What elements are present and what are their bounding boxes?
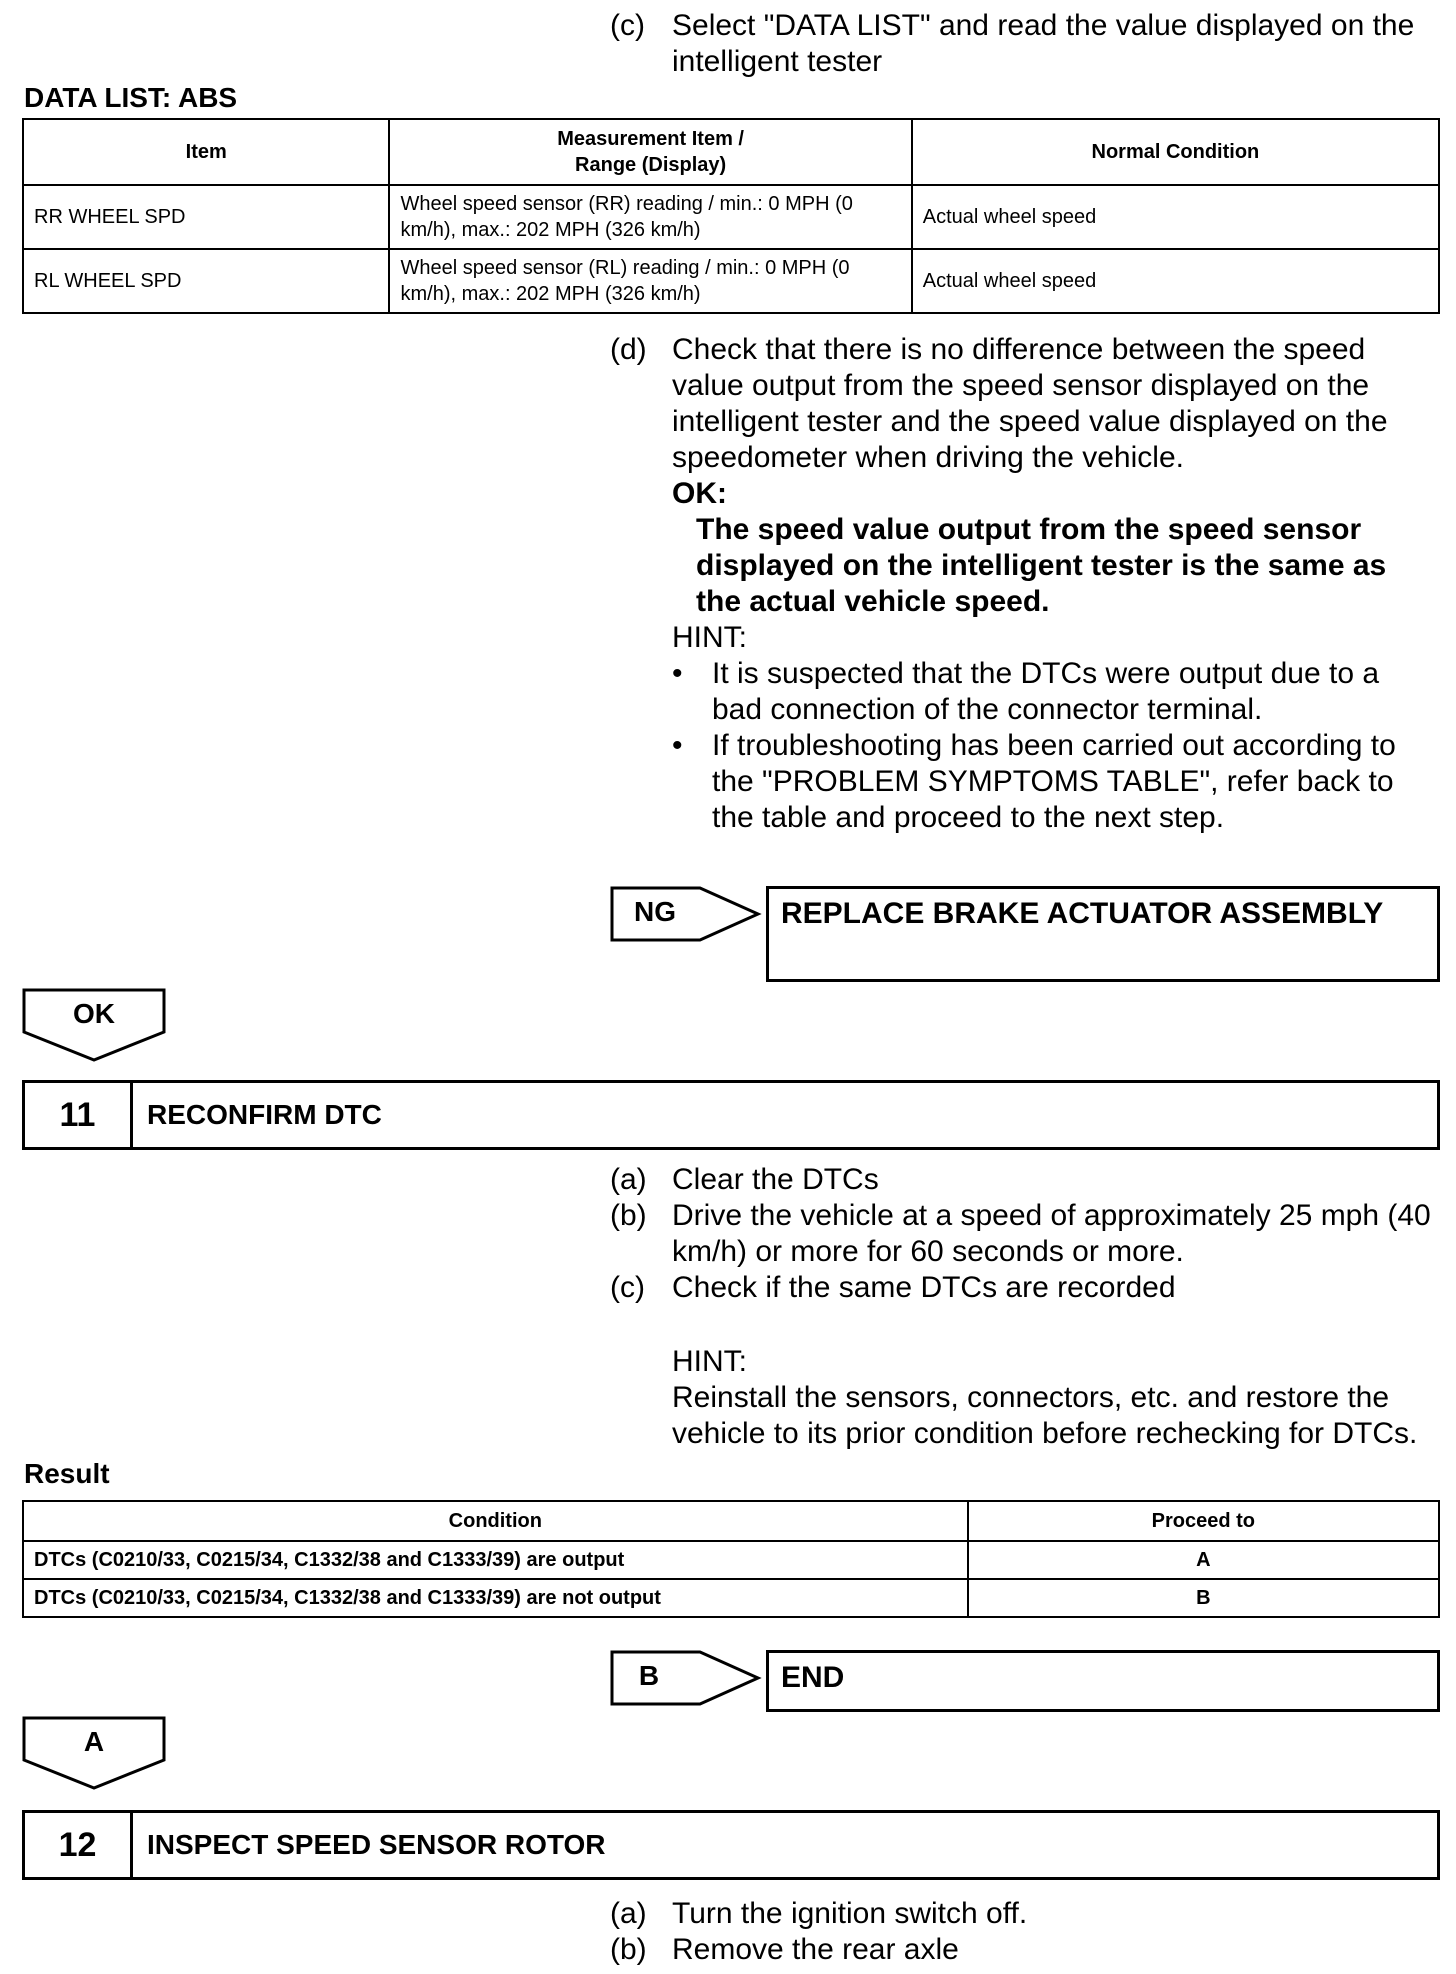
table-row: [23, 1579, 1439, 1617]
step-label: (a): [610, 1897, 647, 1930]
cell-normal: Actual wheel speed: [912, 185, 1439, 249]
step-text: Clear the DTCs: [672, 1163, 879, 1196]
step-label: (c): [610, 9, 645, 42]
table-row: [23, 185, 1439, 249]
cell-proceed: B: [968, 1579, 1439, 1617]
ok-condition: The speed value output from the speed sensor displayed on the intelligent tester is the same as the actual vehicle speed.: [696, 513, 1387, 618]
cell-item: RR WHEEL SPD: [23, 185, 389, 249]
header-item: Item: [23, 119, 389, 185]
table-row: [23, 1541, 1439, 1579]
cell-condition: DTCs (C0210/33, C0215/34, C1332/38 and C1333/39) are not output: [23, 1579, 968, 1617]
step-label: (b): [610, 1933, 647, 1966]
step-11-hint: HINT: Reinstall the sensors, connectors, etc. and restore the vehicle to its prior condition before rechecking for DTCs.: [672, 1344, 1452, 1452]
cell-range: Wheel speed sensor (RR) reading / min.: 0 MPH (0 km/h), max.: 202 MPH (326 km/h): [389, 185, 911, 249]
step-title: RECONFIRM DTC: [147, 1099, 382, 1130]
table-row: [23, 249, 1439, 313]
cell-condition: DTCs (C0210/33, C0215/34, C1332/38 and C1333/39) are output: [23, 1541, 968, 1579]
hint-label: HINT:: [672, 1345, 747, 1378]
ng-action-text: REPLACE BRAKE ACTUATOR ASSEMBLY: [781, 897, 1384, 930]
step-title: INSPECT SPEED SENSOR ROTOR: [147, 1829, 606, 1860]
hint-bullet: • If troubleshooting has been carried out according to the "PROBLEM SYMPTOMS TABLE", refer back to the table and proceed to the next step.: [672, 729, 1396, 834]
step-label: (c): [610, 1271, 645, 1304]
cell-proceed: A: [968, 1541, 1439, 1579]
b-action-text: END: [781, 1661, 845, 1694]
step-12-header: [22, 1810, 1440, 1880]
result-title: Result: [24, 1458, 110, 1489]
cell-normal: Actual wheel speed: [912, 249, 1439, 313]
ok-label: OK: [73, 998, 115, 1029]
header-proceed-to: Proceed to: [968, 1501, 1439, 1541]
step-label: (b): [610, 1199, 647, 1232]
data-list-table: [22, 118, 1440, 314]
data-list-title: DATA LIST: ABS: [24, 82, 238, 113]
ng-label: NG: [634, 896, 676, 927]
step-11-header: [22, 1080, 1440, 1150]
step-text: Select "DATA LIST" and read the value displayed on the intelligent tester: [672, 9, 1415, 78]
table-header-row: [23, 119, 1439, 185]
step-text: Check that there is no difference between the speed value output from the speed sensor displayed on the intelligent tester and the speed value displayed on the speedometer when driving the vehicle. OK: The speed value output from the speed sensor displayed on the intelligent tester is the same as the actual vehicle speed. HINT: • It is suspected that the DTCs were output due to a bad connection of the connector terminal. • If troubleshooting has been carried out according to the "PROBLEM SYMPTOMS TABLE", refer back to the table and proceed to the next step.: [672, 332, 1440, 836]
step-d: [610, 332, 1440, 842]
result-table: [22, 1500, 1440, 1618]
b-action-box: [766, 1650, 1440, 1712]
hint-label: HINT:: [672, 621, 747, 654]
cell-item: RL WHEEL SPD: [23, 249, 389, 313]
cell-range: Wheel speed sensor (RL) reading / min.: 0 MPH (0 km/h), max.: 202 MPH (326 km/h): [389, 249, 911, 313]
table-header-row: [23, 1501, 1439, 1541]
ng-action-box: [766, 886, 1440, 982]
step-text: Drive the vehicle at a speed of approximately 25 mph (40 km/h) or more for 60 seconds or more.: [672, 1199, 1431, 1268]
bullet-icon: •: [672, 729, 683, 762]
bullet-icon: •: [672, 657, 683, 690]
step-label: (a): [610, 1163, 647, 1196]
step-number: 11: [25, 1083, 133, 1147]
header-condition: Condition: [23, 1501, 968, 1541]
step-text: Turn the ignition switch off.: [672, 1897, 1028, 1930]
ok-label: OK:: [672, 477, 727, 510]
hint-bullet: • It is suspected that the DTCs were output due to a bad connection of the connector terminal.: [672, 657, 1380, 726]
header-measurement: Measurement Item / Range (Display): [389, 119, 911, 185]
b-label: B: [638, 1660, 660, 1691]
step-label: (d): [610, 333, 647, 366]
header-normal-condition: Normal Condition: [912, 119, 1439, 185]
a-label: A: [83, 1726, 105, 1757]
step-text: Remove the rear axle: [672, 1933, 959, 1966]
step-text: Check if the same DTCs are recorded: [672, 1271, 1176, 1304]
step-number: 12: [25, 1813, 133, 1877]
